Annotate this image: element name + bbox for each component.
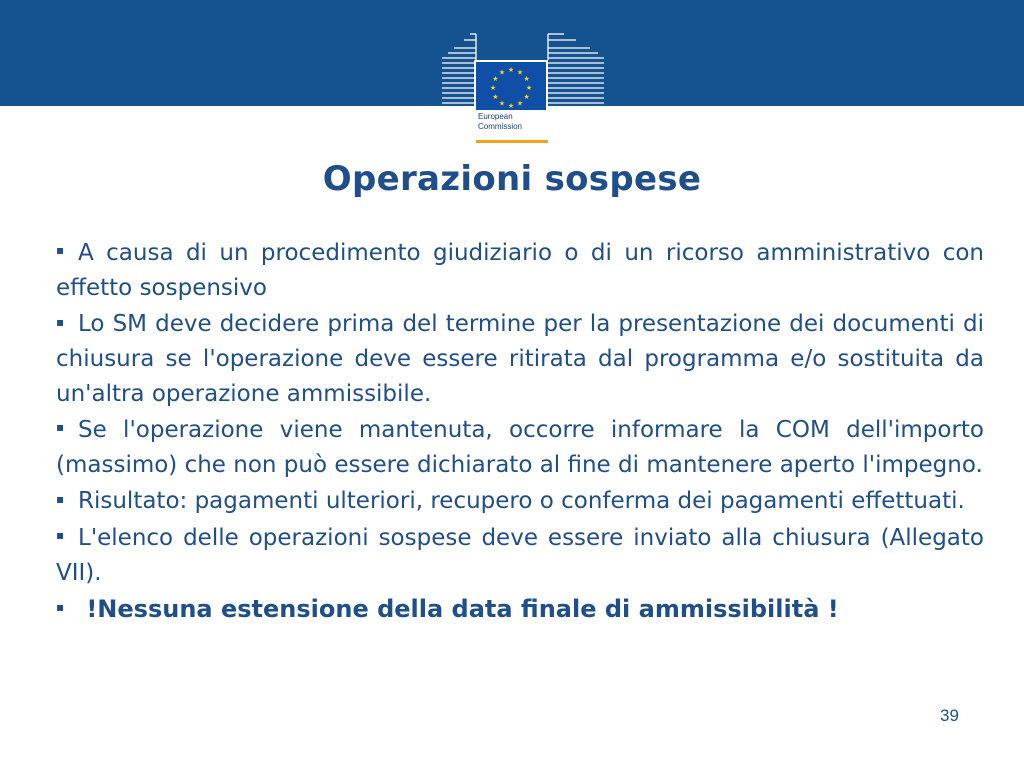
bullet-text-final: !Nessuna estensione della data finale di ammissibilità ! <box>78 595 839 624</box>
logo-text-line1: European <box>478 112 513 121</box>
page-number: 39 <box>940 706 959 725</box>
bullet-text-4: Risultato: pagamenti ulteriori, recupero o conferma dei pagamenti effettuati. <box>78 488 965 515</box>
bullet-marker-icon: ▪ <box>56 420 65 435</box>
bullet-item-2 <box>56 307 984 411</box>
bullet-marker-icon: ▪ <box>56 600 65 614</box>
bullet-list <box>56 236 984 630</box>
bullet-marker-icon: ▪ <box>56 491 65 506</box>
bullet-marker-icon: ▪ <box>56 528 65 543</box>
logo-underline <box>476 140 548 143</box>
bullet-item-5 <box>56 521 984 590</box>
bullet-text-2: Lo SM deve decidere prima del termine per la presentazione dei documenti di chiusura se l'operazione deve essere ritirata dal programma e/o sostituita da un'altra operazione ammissibile. <box>56 311 984 407</box>
svg-text:★: ★ <box>507 66 515 74</box>
svg-text:★: ★ <box>498 68 506 77</box>
svg-text:★: ★ <box>492 75 499 83</box>
bullet-text-1: A causa di un procedimento giudiziario o di un ricorso amministrativo con effetto sospensivo <box>56 240 984 301</box>
bullet-item-4 <box>56 484 984 519</box>
bullet-item-3 <box>56 413 984 482</box>
svg-text:★: ★ <box>516 68 524 77</box>
slide-title: Operazioni sospese <box>322 159 702 199</box>
svg-text:★: ★ <box>525 84 533 92</box>
bullet-marker-icon: ▪ <box>56 243 65 258</box>
bullet-marker-icon: ▪ <box>56 314 65 329</box>
bullet-item-1 <box>56 236 984 305</box>
svg-text:★: ★ <box>507 102 515 110</box>
svg-text:★: ★ <box>523 75 530 83</box>
european-commission-logo <box>440 30 606 142</box>
svg-text:★: ★ <box>516 99 524 108</box>
svg-text:★: ★ <box>498 99 506 108</box>
bullet-text-3: Se l'operazione viene mantenuta, occorre informare la COM dell'importo (massimo) che non può essere dichiarato al fine di mantenere aperto l'impegno. <box>56 417 984 478</box>
logo-text <box>478 112 522 132</box>
svg-text:★: ★ <box>523 93 530 101</box>
eu-flag-icon <box>476 62 546 110</box>
bullet-item-final <box>56 592 984 627</box>
svg-text:★: ★ <box>489 84 497 92</box>
bullet-text-5: L'elenco delle operazioni sospese deve essere inviato alla chiusura (Allegato VII). <box>56 525 984 586</box>
logo-text-line2: Commission <box>478 122 523 131</box>
svg-text:★: ★ <box>492 93 499 101</box>
